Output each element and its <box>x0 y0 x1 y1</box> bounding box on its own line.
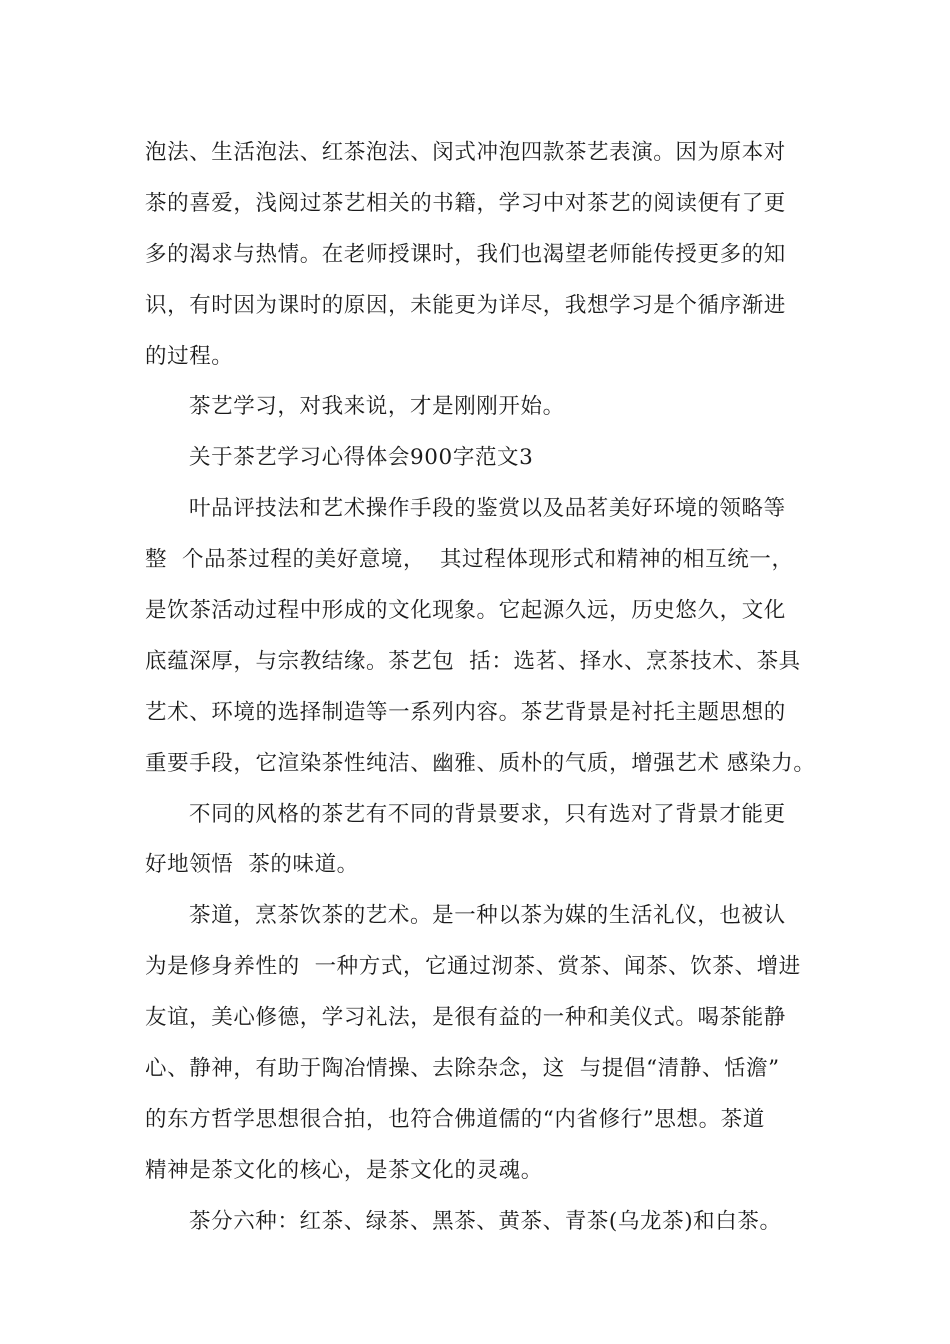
text-line: 泡法、生活泡法、红茶泡法、闵式冲泡四款茶艺表演。因为原本对 <box>145 140 786 165</box>
text-line: 底蕴深厚，与宗教结缘。茶艺包 括：选茗、择水、烹茶技术、茶具 <box>145 648 801 674</box>
text-line: 茶艺学习，对我来说，才是刚刚开始。 <box>189 394 565 420</box>
text-line: 的过程。 <box>145 343 234 369</box>
text-line: 重要手段，它渲染茶性纯洁、幽雅、质朴的气质，增强艺术 感染力。 <box>145 750 816 776</box>
text-line: 识，有时因为课时的原因，未能更为详尽，我想学习是个循序渐进 <box>145 292 786 318</box>
section-heading: 关于茶艺学习心得体会900字范文3 <box>189 445 534 471</box>
body-text <box>145 128 816 1248</box>
text-line: 好地领悟 茶的味道。 <box>145 852 359 878</box>
text-line: 叶品评技法和艺术操作手段的鉴赏以及品茗美好环境的领略等 <box>189 496 786 522</box>
text-line: 为是修身养性的 一种方式，它通过沏茶、赏茶、闻茶、饮茶、增进 <box>145 954 801 980</box>
text-line: 整 个品茶过程的美好意境， 其过程体现形式和精神的相互统一， <box>145 547 794 573</box>
text-line: 的东方哲学思想很合拍，也符合佛道儒的“内省修行”思想。茶道 <box>145 1106 765 1132</box>
text-line: 友谊，美心修德，学习礼法，是很有益的一种和美仪式。喝茶能静 <box>145 1005 786 1031</box>
text-line: 精神是茶文化的核心，是茶文化的灵魂。 <box>145 1157 543 1183</box>
text-line: 茶道，烹茶饮茶的艺术。是一种以茶为媒的生活礼仪，也被认 <box>189 903 786 929</box>
text-line: 茶分六种：红茶、绿茶、黑茶、黄茶、青茶(乌龙茶)和白茶。 <box>189 1208 782 1234</box>
text-line: 不同的风格的茶艺有不同的背景要求，只有选对了背景才能更 <box>189 801 786 827</box>
text-line: 是饮茶活动过程中形成的文化现象。它起源久远，历史悠久，文化 <box>145 598 786 624</box>
text-line: 心、静神，有助于陶冶情操、去除杂念，这 与提倡“清静、恬澹” <box>145 1056 780 1082</box>
text-line: 多的渴求与热情。在老师授课时，我们也渴望老师能传授更多的知 <box>145 241 786 267</box>
text-line: 茶的喜爱，浅阅过茶艺相关的书籍，学习中对茶艺的阅读便有了更 <box>145 190 786 216</box>
text-line: 艺术、环境的选择制造等一系列内容。茶艺背景是衬托主题思想的 <box>145 699 786 725</box>
